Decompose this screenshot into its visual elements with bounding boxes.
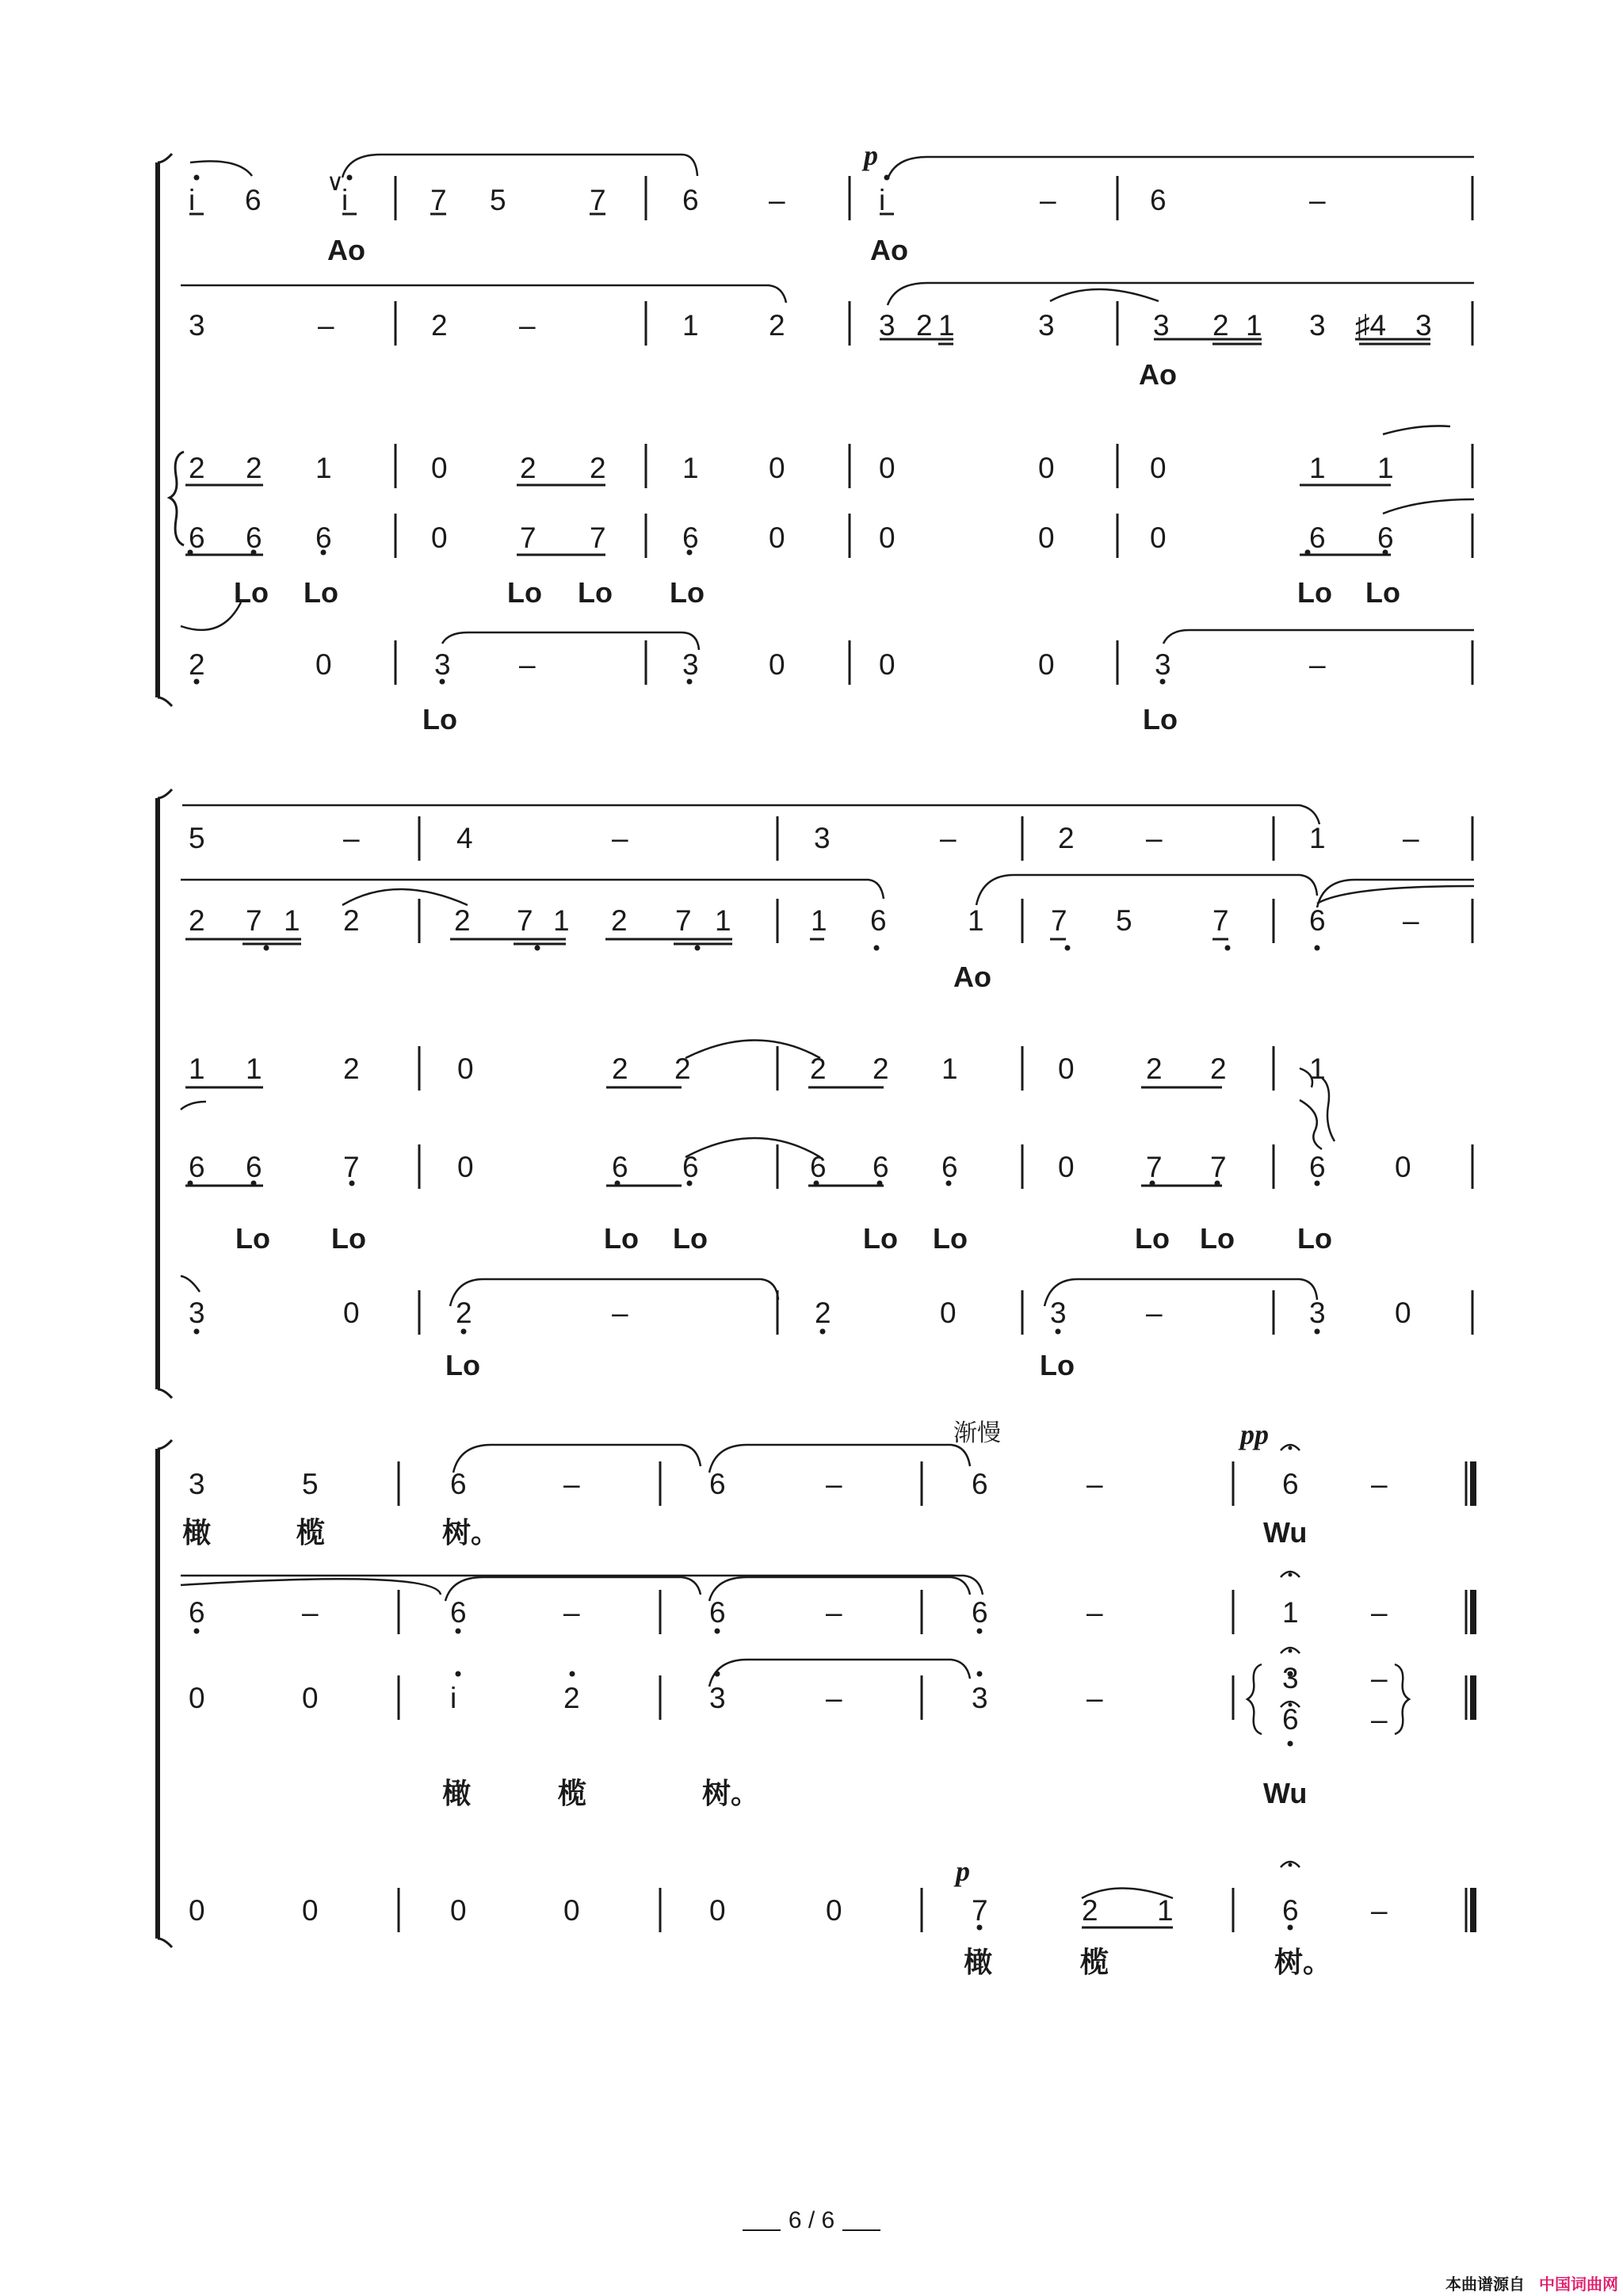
lyric: 树。 <box>1274 1946 1332 1978</box>
note: – <box>1086 1682 1103 1714</box>
note: 6 <box>870 904 887 937</box>
note: 7 <box>1051 904 1067 937</box>
note: 2 <box>916 309 933 342</box>
note: 0 <box>431 521 448 554</box>
note: 0 <box>1058 1151 1075 1183</box>
note: 2 <box>343 904 360 937</box>
note: – <box>1371 1468 1388 1500</box>
note: 5 <box>490 184 506 216</box>
note: 2 <box>1210 1052 1227 1085</box>
note: 3 <box>972 1682 988 1714</box>
note: 1 <box>1246 309 1262 342</box>
note: 1 <box>1282 1596 1299 1629</box>
note: 7 <box>517 904 533 937</box>
note: 1 <box>1309 452 1326 484</box>
note: 6 <box>682 521 699 554</box>
note: 2 <box>563 1682 580 1714</box>
note: 6 <box>1282 1703 1299 1736</box>
note: 3 <box>1155 648 1171 681</box>
lyric: Ao <box>953 961 991 993</box>
note: 0 <box>879 452 896 484</box>
note: 7 <box>972 1894 988 1927</box>
note: 3 <box>1153 309 1170 342</box>
lyric: Lo <box>422 703 457 735</box>
note: i <box>189 184 196 216</box>
note: 4 <box>456 822 473 854</box>
lyric: Lo <box>933 1222 968 1255</box>
lyric: Lo <box>1143 703 1178 735</box>
note: 0 <box>879 648 896 681</box>
note: 6 <box>315 521 332 554</box>
note: 6 <box>246 1151 262 1183</box>
lyric: Lo <box>1135 1222 1170 1255</box>
note: – <box>940 822 957 854</box>
note: 6 <box>810 1151 827 1183</box>
note: 1 <box>553 904 570 937</box>
note: – <box>612 1297 628 1329</box>
note: 2 <box>815 1297 831 1329</box>
note: 2 <box>1146 1052 1163 1085</box>
note: 6 <box>1282 1468 1299 1500</box>
system-1-notes <box>189 139 1432 735</box>
note: 7 <box>590 184 606 216</box>
note: – <box>769 184 785 216</box>
lyric: Ao <box>1139 358 1177 391</box>
note: 0 <box>457 1052 474 1085</box>
note: 3 <box>434 648 451 681</box>
lyric: Lo <box>1365 576 1400 609</box>
note: 7 <box>1146 1151 1163 1183</box>
note: – <box>1309 648 1326 681</box>
note: 0 <box>1038 648 1055 681</box>
note: 2 <box>431 309 448 342</box>
note: 6 <box>189 521 205 554</box>
note: – <box>1371 1894 1388 1927</box>
note: 0 <box>189 1682 205 1714</box>
note: 2 <box>246 452 262 484</box>
note: 0 <box>769 521 785 554</box>
note: 0 <box>431 452 448 484</box>
lyric: 榄 <box>1080 1946 1109 1978</box>
note: – <box>1309 184 1326 216</box>
note: 1 <box>682 452 699 484</box>
note: 7 <box>520 521 537 554</box>
note: 0 <box>189 1894 205 1927</box>
lyric: Lo <box>1297 576 1332 609</box>
dynamic-p: p <box>956 1855 970 1887</box>
note: 2 <box>1058 822 1075 854</box>
note: – <box>1371 1662 1388 1694</box>
note: 0 <box>563 1894 580 1927</box>
lyric: Lo <box>1040 1349 1075 1381</box>
tempo-marking: 渐慢 <box>953 1419 1001 1447</box>
note: 3 <box>1282 1662 1299 1694</box>
note: – <box>1146 822 1163 854</box>
note: 3 <box>1415 309 1432 342</box>
note: 6 <box>1309 904 1326 937</box>
source-credit <box>1445 2271 1618 2294</box>
note: – <box>563 1596 580 1629</box>
note: i <box>342 184 349 216</box>
note: 1 <box>1309 1052 1326 1085</box>
note: – <box>343 822 360 854</box>
note: 0 <box>826 1894 842 1927</box>
note: – <box>1403 822 1419 854</box>
note: ♯4 <box>1355 309 1387 342</box>
lyric: Ao <box>327 234 365 266</box>
note: 6 <box>246 521 262 554</box>
note: 6 <box>709 1468 726 1500</box>
note: 6 <box>1309 1151 1326 1183</box>
note: 6 <box>709 1596 726 1629</box>
note: 3 <box>1050 1297 1067 1329</box>
note: 6 <box>612 1151 628 1183</box>
lyric: Lo <box>331 1222 366 1255</box>
note: 6 <box>941 1151 958 1183</box>
duration-underlines <box>185 214 1430 1927</box>
note: 5 <box>189 822 205 854</box>
note: 0 <box>709 1894 726 1927</box>
note: 6 <box>1282 1894 1299 1927</box>
dynamic-pp: pp <box>1240 1419 1269 1450</box>
note: 1 <box>938 309 955 342</box>
note: – <box>1040 184 1056 216</box>
note: – <box>1403 904 1419 937</box>
note: 1 <box>246 1052 262 1085</box>
note: 2 <box>810 1052 827 1085</box>
lyric: Lo <box>578 576 613 609</box>
note: i <box>450 1682 457 1714</box>
note: 7 <box>430 184 447 216</box>
lyric: 榄 <box>296 1516 326 1549</box>
note: 2 <box>873 1052 889 1085</box>
note: – <box>612 822 628 854</box>
note: 0 <box>1058 1052 1075 1085</box>
note: 2 <box>1082 1894 1098 1927</box>
note: 1 <box>1377 452 1394 484</box>
note: 0 <box>343 1297 360 1329</box>
note: 2 <box>674 1052 691 1085</box>
note: – <box>826 1682 842 1714</box>
note: 1 <box>315 452 332 484</box>
note: 0 <box>1395 1151 1411 1183</box>
note: 6 <box>245 184 262 216</box>
lyric: Lo <box>670 576 705 609</box>
lyric: 树。 <box>442 1516 500 1549</box>
octave-dots <box>188 175 1388 1931</box>
note: 2 <box>189 452 205 484</box>
note: 6 <box>450 1596 467 1629</box>
note: – <box>1371 1596 1388 1629</box>
lyric: Lo <box>673 1222 708 1255</box>
note: 0 <box>769 648 785 681</box>
note: 2 <box>612 1052 628 1085</box>
note: 6 <box>1150 184 1167 216</box>
note: 1 <box>189 1052 205 1085</box>
lyric: 橄 <box>964 1946 993 1978</box>
note: 2 <box>1212 309 1229 342</box>
note: 3 <box>682 648 699 681</box>
note: 1 <box>715 904 731 937</box>
note: 6 <box>972 1468 988 1500</box>
lyric: Lo <box>235 1222 270 1255</box>
note: 1 <box>284 904 300 937</box>
divisi-braces <box>1247 1078 1409 1734</box>
note: 3 <box>189 1468 205 1500</box>
note: 3 <box>189 309 205 342</box>
note: 3 <box>814 822 831 854</box>
lyric: Lo <box>863 1222 898 1255</box>
lyric: Wu <box>1263 1777 1308 1809</box>
note: 0 <box>1395 1297 1411 1329</box>
note: 0 <box>302 1894 319 1927</box>
note: 2 <box>454 904 471 937</box>
note: 3 <box>1038 309 1055 342</box>
note: 0 <box>769 452 785 484</box>
lyric: Wu <box>1263 1516 1308 1549</box>
note: 6 <box>450 1468 467 1500</box>
note: 0 <box>450 1894 467 1927</box>
note: – <box>302 1596 319 1629</box>
breath-mark: ∨ <box>327 169 344 197</box>
note: 1 <box>1309 822 1326 854</box>
note: 2 <box>456 1297 472 1329</box>
note: i <box>879 184 886 216</box>
system-3-notes <box>182 1419 1388 1978</box>
note: 7 <box>1210 1151 1227 1183</box>
lyric: 榄 <box>558 1777 587 1809</box>
note: – <box>563 1468 580 1500</box>
lyric: Lo <box>604 1222 639 1255</box>
lyric: 橄 <box>442 1777 472 1809</box>
note: 0 <box>940 1297 957 1329</box>
system-brackets <box>158 154 184 1947</box>
note: – <box>519 309 536 342</box>
note: – <box>1086 1468 1103 1500</box>
note: 2 <box>189 648 205 681</box>
note: 3 <box>189 1297 205 1329</box>
note: – <box>1086 1596 1103 1629</box>
note: 5 <box>1116 904 1132 937</box>
note: 1 <box>811 904 827 937</box>
source-site-link[interactable]: 中国词曲网 <box>1539 2275 1618 2294</box>
note: 3 <box>709 1682 726 1714</box>
lyric: Lo <box>234 576 269 609</box>
note: 7 <box>343 1151 360 1183</box>
final-barlines <box>1466 1461 1473 1932</box>
note: 0 <box>302 1682 319 1714</box>
note: 6 <box>1377 521 1394 554</box>
note: 2 <box>520 452 537 484</box>
note: 2 <box>189 904 205 937</box>
note: – <box>826 1468 842 1500</box>
note: – <box>519 648 536 681</box>
note: 7 <box>675 904 692 937</box>
lyric: 树。 <box>702 1777 760 1809</box>
note: 1 <box>941 1052 958 1085</box>
system-2-notes <box>189 822 1419 1381</box>
note: 6 <box>189 1596 205 1629</box>
lyric: Lo <box>304 576 338 609</box>
note: 3 <box>1309 1297 1326 1329</box>
lyric: Lo <box>445 1349 480 1381</box>
note: 1 <box>968 904 984 937</box>
note: 0 <box>315 648 332 681</box>
note: 5 <box>302 1468 319 1500</box>
lyric: Lo <box>1200 1222 1235 1255</box>
note: – <box>318 309 334 342</box>
note: – <box>1371 1703 1388 1736</box>
note: 6 <box>873 1151 889 1183</box>
note: 2 <box>769 309 785 342</box>
note: 2 <box>611 904 628 937</box>
note: 7 <box>246 904 262 937</box>
note: 6 <box>682 184 699 216</box>
note: 6 <box>1309 521 1326 554</box>
note: 3 <box>879 309 896 342</box>
page-number-text: 6 / 6 <box>788 2207 835 2233</box>
note: 7 <box>1212 904 1229 937</box>
lyric: Lo <box>507 576 542 609</box>
lyric: Lo <box>1297 1222 1332 1255</box>
note: – <box>1146 1297 1163 1329</box>
note: 7 <box>590 521 606 554</box>
note: 1 <box>682 309 699 342</box>
note: 2 <box>343 1052 360 1085</box>
dynamic-p: p <box>864 139 878 171</box>
lyric: 橄 <box>182 1516 212 1549</box>
note: 0 <box>1150 452 1167 484</box>
note: 6 <box>972 1596 988 1629</box>
note: 0 <box>457 1151 474 1183</box>
note: 0 <box>1038 452 1055 484</box>
source-prefix: 本曲谱源自 <box>1445 2275 1525 2294</box>
note: 3 <box>1309 309 1326 342</box>
slurs <box>181 155 1474 1898</box>
note: 1 <box>1157 1894 1174 1927</box>
note: 0 <box>879 521 896 554</box>
note: – <box>826 1596 842 1629</box>
page-number <box>732 2207 891 2234</box>
note: 0 <box>1038 521 1055 554</box>
lyric: Ao <box>870 234 908 266</box>
note: 6 <box>189 1151 205 1183</box>
note: 6 <box>682 1151 699 1183</box>
note: 0 <box>1150 521 1167 554</box>
note: 2 <box>590 452 606 484</box>
